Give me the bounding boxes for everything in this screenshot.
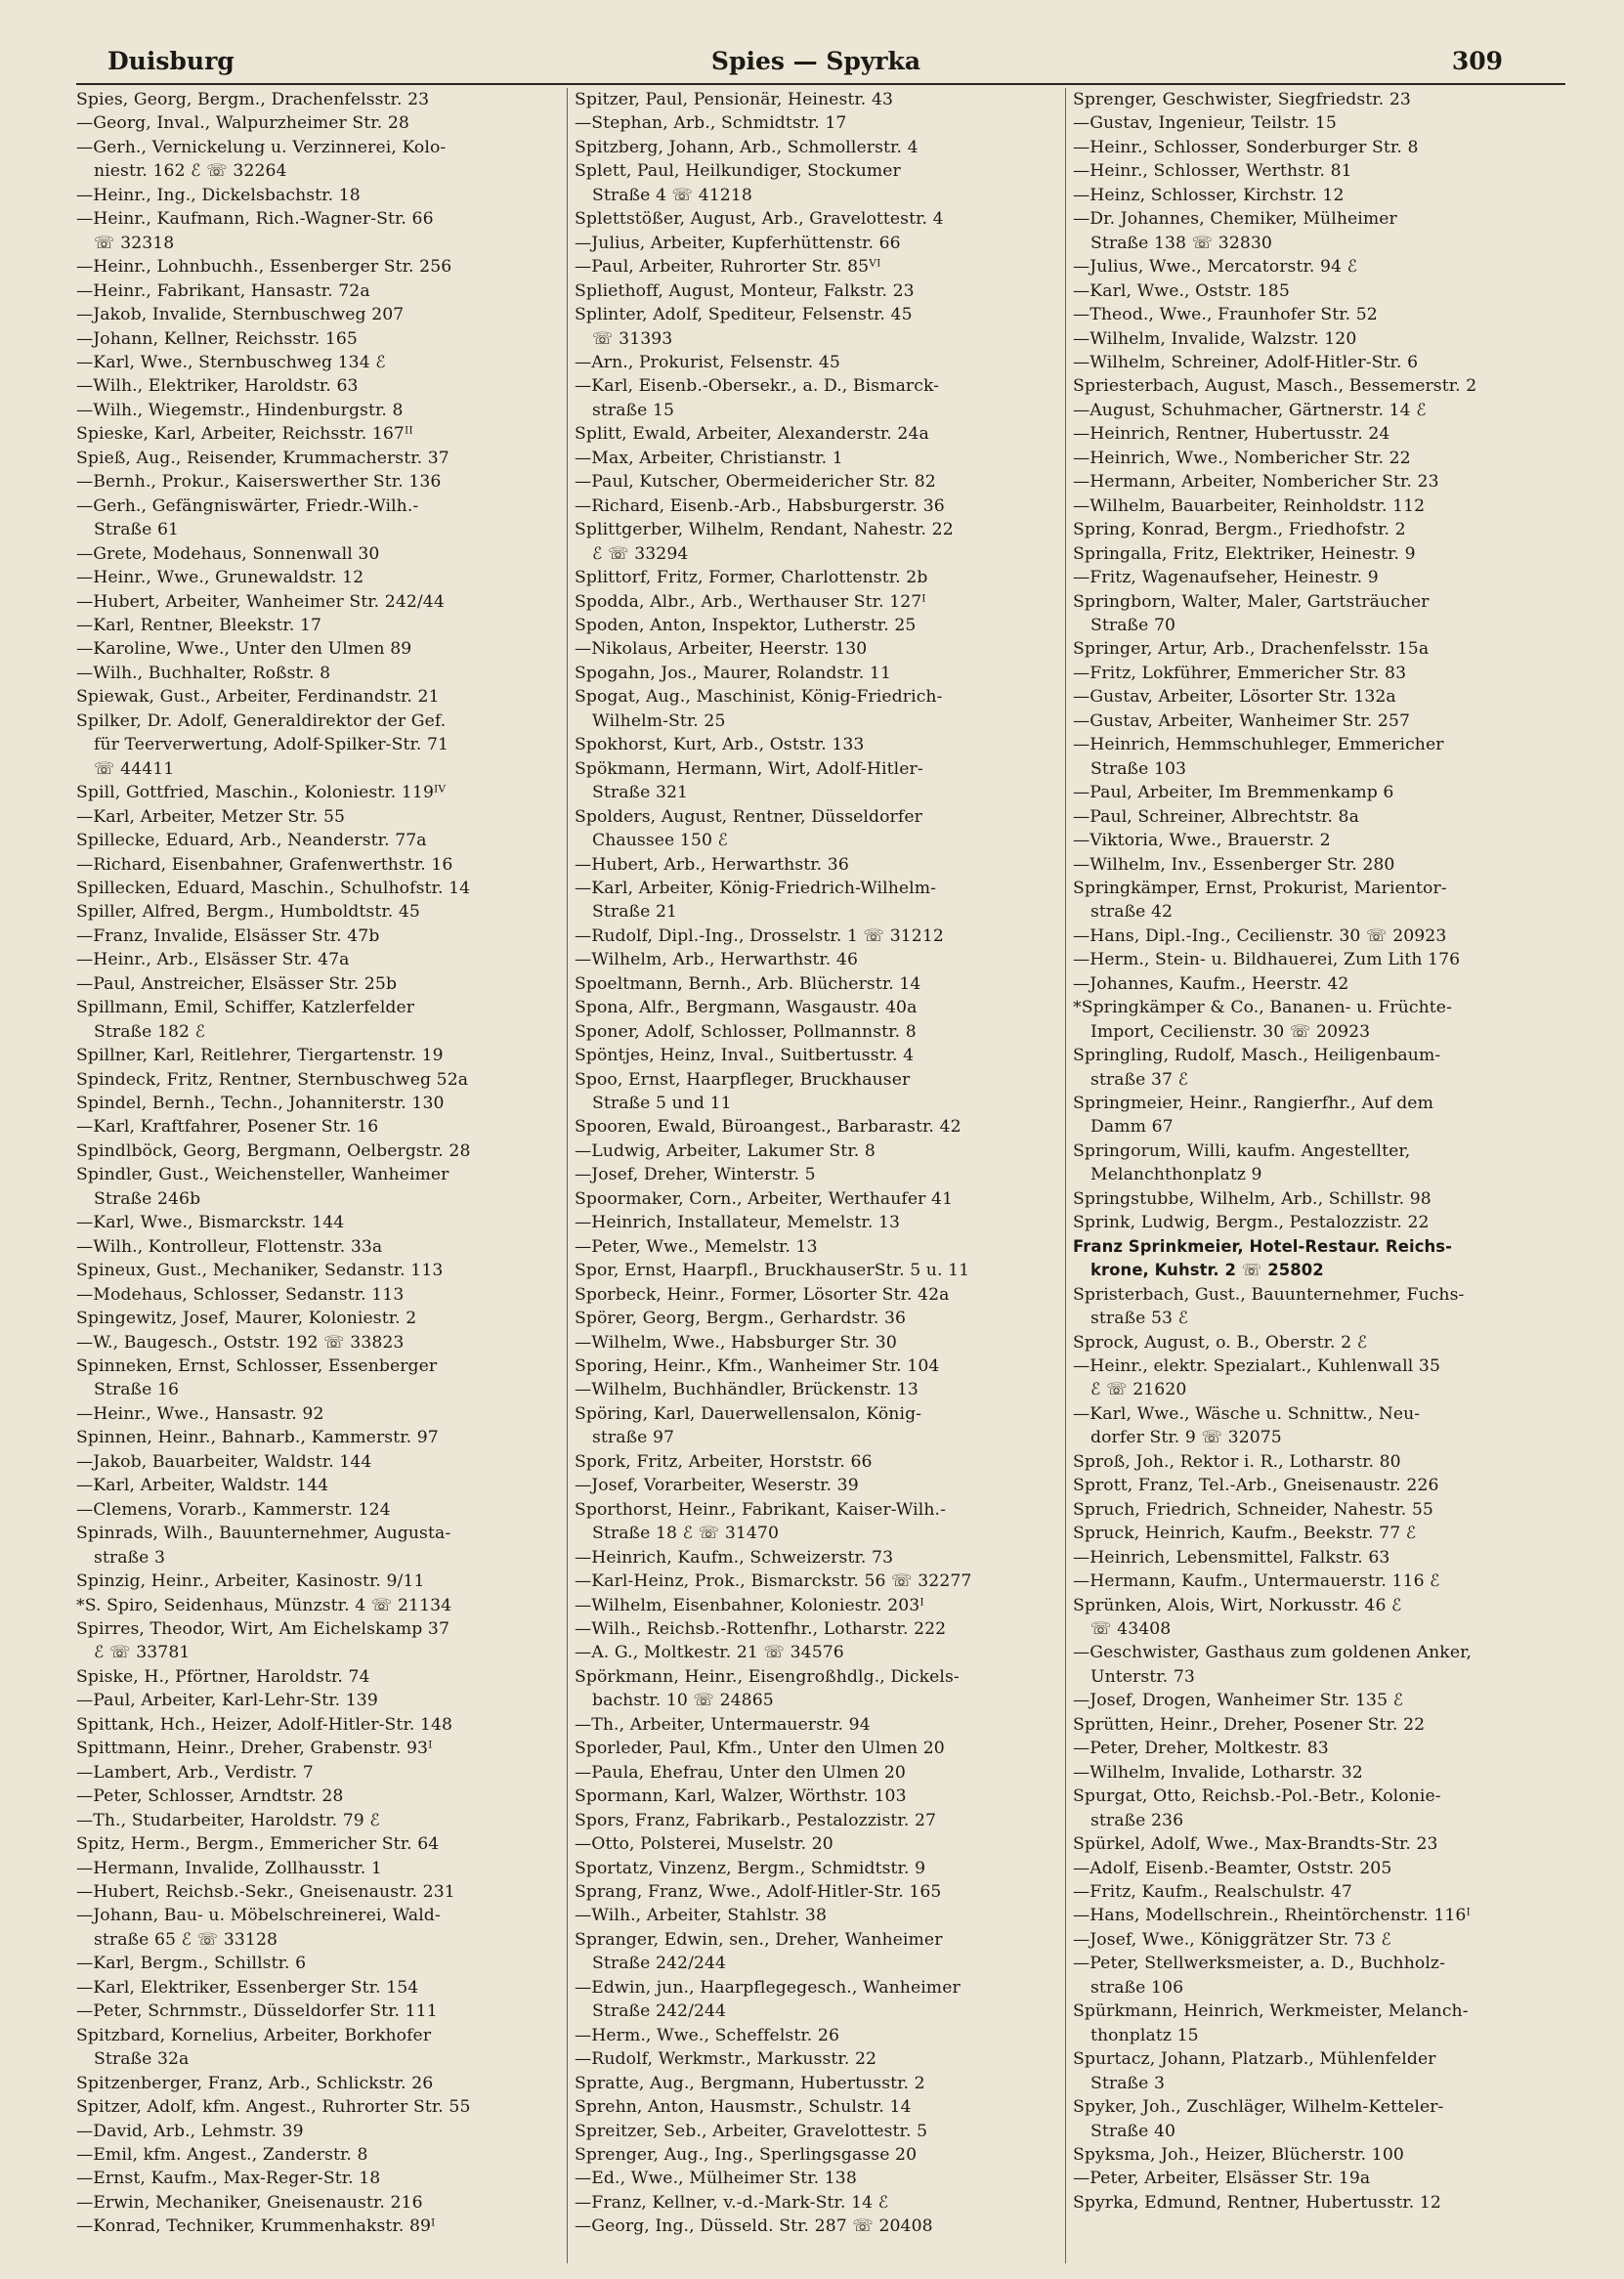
directory-entry: Splittgerber, Wilhelm, Rendant, Nahestr. 22 (575, 520, 954, 540)
directory-entry: —Wilh., Buchhalter, Roßstr. 8 (76, 663, 331, 683)
directory-entry: Spodda, Albr., Arb., Werthauser Str. 127ᴵ (575, 591, 926, 612)
directory-entry: Spristerbach, Gust., Bauunternehmer, Fuchs- (1073, 1284, 1465, 1305)
directory-entry: ℰ ☏ 33781 (94, 1643, 191, 1663)
directory-entry: —Karl, Arbeiter, König-Friedrich-Wilhelm- (575, 878, 937, 898)
directory-entry: thonplatz 15 (1090, 2025, 1199, 2045)
directory-entry: Spliethoff, August, Monteur, Falkstr. 23 (575, 280, 915, 301)
directory-entry: —Wilh., Arbeiter, Stahlstr. 38 (575, 1906, 827, 1926)
directory-entry: Spoden, Anton, Inspektor, Lutherstr. 25 (575, 615, 917, 635)
directory-entry: —Wilhelm, Eisenbahner, Koloniestr. 203ᴵ (575, 1595, 924, 1615)
directory-entry: —Julius, Arbeiter, Kupferhüttenstr. 66 (575, 233, 901, 253)
directory-entry: Spieß, Aug., Reisender, Krummacherstr. 37 (76, 448, 449, 468)
directory-entry: Splinter, Adolf, Spediteur, Felsenstr. 45 (575, 305, 913, 325)
directory-entry: —Johann, Kellner, Reichsstr. 165 (76, 328, 358, 349)
directory-entry: Straße 40 (1090, 2121, 1176, 2141)
directory-entry: —Karl, Eisenb.-Obersekr., a. D., Bismarck- (575, 376, 940, 397)
directory-entry: —Karl, Bergm., Schillstr. 6 (76, 1954, 307, 1974)
directory-entry: Spooren, Ewald, Büroangest., Barbarastr. 42 (575, 1117, 962, 1138)
directory-entry: straße 42 (1090, 902, 1174, 923)
directory-entry: —Paul, Arbeiter, Ruhrorter Str. 85ⱽᴵ (575, 257, 881, 278)
directory-entry: —Gustav, Arbeiter, Wanheimer Str. 257 (1073, 710, 1411, 731)
directory-entry: —Karl, Arbeiter, Waldstr. 144 (76, 1476, 329, 1496)
directory-entry: —W., Baugesch., Oststr. 192 ☏ 33823 (76, 1332, 405, 1353)
directory-entry: straße 106 (1090, 1977, 1184, 1998)
page-number: 309 (1451, 47, 1503, 75)
directory-entry: —Clemens, Vorarb., Kammerstr. 124 (76, 1499, 391, 1520)
directory-entry: —Karl, Kraftfahrer, Posener Str. 16 (76, 1117, 379, 1138)
directory-entry: —Jakob, Bauarbeiter, Waldstr. 144 (76, 1451, 372, 1472)
directory-entry: Spindlböck, Georg, Bergmann, Oelbergstr. 28 (76, 1140, 471, 1161)
directory-entry: —Karl, Arbeiter, Metzer Str. 55 (76, 806, 346, 827)
directory-entry: —Wilhelm, Bauarbeiter, Reinholdstr. 112 (1073, 495, 1426, 516)
directory-entry: —Paula, Ehefrau, Unter den Ulmen 20 (575, 1762, 906, 1783)
directory-entry: Spöring, Karl, Dauerwellensalon, König- (575, 1403, 922, 1424)
directory-entry: Straße 3 (1090, 2073, 1165, 2093)
directory-entry: —Hubert, Arb., Herwarthstr. 36 (575, 854, 849, 875)
directory-entry: —Geschwister, Gasthaus zum goldenen Anker, (1073, 1643, 1473, 1663)
directory-entry: Spork, Fritz, Arbeiter, Horststr. 66 (575, 1451, 873, 1472)
directory-entry: Spieske, Karl, Arbeiter, Reichsstr. 167ᴵᴵ (76, 424, 413, 445)
directory-entry: Spillmann, Emil, Schiffer, Katzlerfelder (76, 998, 415, 1018)
directory-entry: —Wilhelm, Inv., Essenberger Str. 280 (1073, 854, 1395, 875)
directory-entry: —Karl, Elektriker, Essenberger Str. 154 (76, 1977, 419, 1998)
directory-entry: Spiller, Alfred, Bergm., Humboldtstr. 45 (76, 902, 420, 923)
directory-entry: —Hermann, Kaufm., Untermauerstr. 116 ℰ (1073, 1571, 1440, 1592)
column-divider (1065, 88, 1066, 2263)
directory-entry: —Karl, Wwe., Wäsche u. Schnittw., Neu- (1073, 1403, 1421, 1424)
directory-entry: Sproß, Joh., Rektor i. R., Lotharstr. 80 (1073, 1451, 1401, 1472)
directory-entry: Straße 21 (592, 902, 678, 923)
directory-entry: Splittorf, Fritz, Former, Charlottenstr. 2b (575, 568, 928, 588)
directory-entry: bachstr. 10 ☏ 24865 (592, 1691, 774, 1711)
directory-entry: ☏ 31393 (592, 328, 673, 349)
directory-entry: —Peter, Schrnmstr., Düsseldorfer Str. 111 (76, 2001, 438, 2022)
directory-entry: —Th., Studarbeiter, Haroldstr. 79 ℰ (76, 1810, 380, 1830)
directory-entry: —Franz, Kellner, v.-d.-Mark-Str. 14 ℰ (575, 2192, 889, 2213)
directory-entry: Spiske, H., Pförtner, Haroldstr. 74 (76, 1666, 370, 1687)
directory-entry: —Wilhelm, Invalide, Lotharstr. 32 (1073, 1762, 1363, 1783)
directory-entry: straße 97 (592, 1428, 675, 1448)
directory-entry: krone, Kuhstr. 2 ☏ 25802 (1090, 1261, 1324, 1280)
column-1 (76, 88, 565, 2267)
directory-entry: —Paul, Schreiner, Albrechtstr. 8a (1073, 806, 1359, 827)
directory-entry: straße 53 ℰ (1090, 1309, 1189, 1329)
directory-entry: —Karl, Wwe., Sternbuschweg 134 ℰ (76, 352, 386, 372)
directory-entry: Sprünken, Alois, Wirt, Norkusstr. 46 ℰ (1073, 1595, 1402, 1615)
directory-entry: Straße 70 (1090, 615, 1176, 635)
directory-entry: Spöntjes, Heinz, Inval., Suitbertusstr. 4 (575, 1046, 915, 1066)
directory-entry: Spindeck, Fritz, Rentner, Sternbuschweg 52a (76, 1069, 469, 1090)
directory-entry: —Theod., Wwe., Fraunhofer Str. 52 (1073, 305, 1378, 325)
directory-entry: Straße 4 ☏ 41218 (592, 185, 752, 205)
directory-entry: —Heinr., Lohnbuchh., Essenberger Str. 256 (76, 257, 452, 278)
directory-entry: —Nikolaus, Arbeiter, Heerstr. 130 (575, 639, 868, 660)
directory-entry: ☏ 32318 (94, 233, 175, 253)
directory-entry: —Max, Arbeiter, Christianstr. 1 (575, 448, 843, 468)
column-2 (575, 88, 1063, 2267)
directory-entry: Sprott, Franz, Tel.-Arb., Gneisenaustr. 226 (1073, 1476, 1439, 1496)
directory-entry: Straße 182 ℰ (94, 1021, 206, 1042)
directory-entry: Spoeltmann, Bernh., Arb. Blücherstr. 14 (575, 973, 921, 994)
directory-entry: Spindel, Bernh., Techn., Johanniterstr. 130 (76, 1094, 445, 1114)
directory-entry: Spyksma, Joh., Heizer, Blücherstr. 100 (1073, 2144, 1404, 2165)
directory-entry: —Karl-Heinz, Prok., Bismarckstr. 56 ☏ 32277 (575, 1571, 972, 1592)
directory-entry: Spindler, Gust., Weichensteller, Wanheimer (76, 1165, 449, 1185)
directory-entry: Sporbeck, Heinr., Former, Lösorter Str. 42a (575, 1284, 950, 1305)
directory-entry: —Paul, Anstreicher, Elsässer Str. 25b (76, 973, 398, 994)
directory-entry: —Heinrich, Rentner, Hubertusstr. 24 (1073, 424, 1390, 445)
directory-entry: —Jakob, Invalide, Sternbuschweg 207 (76, 305, 405, 325)
directory-entry: —Wilhelm, Invalide, Walzstr. 120 (1073, 328, 1357, 349)
directory-entry: Spoo, Ernst, Haarpfleger, Bruckhauser (575, 1069, 911, 1090)
directory-entry: Spyker, Joh., Zuschläger, Wilhelm-Ketteler- (1073, 2097, 1444, 2118)
directory-entry: Sprink, Ludwig, Bergm., Pestalozzistr. 22 (1073, 1213, 1430, 1233)
directory-entry: Spörer, Georg, Bergm., Gerhardstr. 36 (575, 1309, 907, 1329)
directory-entry: —Erwin, Mechaniker, Gneisenaustr. 216 (76, 2192, 423, 2213)
directory-entry: —Hubert, Arbeiter, Wanheimer Str. 242/44 (76, 591, 445, 612)
directory-entry: straße 37 ℰ (1090, 1069, 1189, 1090)
header-rule (76, 83, 1565, 85)
directory-entry: Spratte, Aug., Bergmann, Hubertusstr. 2 (575, 2073, 925, 2093)
directory-entry: —Gerh., Vernickelung u. Verzinnerei, Kolo- (76, 137, 447, 157)
directory-entry: —Johann, Bau- u. Möbelschreinerei, Wald- (76, 1906, 441, 1926)
directory-entry: —Wilh., Kontrolleur, Flottenstr. 33a (76, 1236, 383, 1257)
directory-entry: —Wilhelm, Wwe., Habsburger Str. 30 (575, 1332, 897, 1353)
directory-entry: —Modehaus, Schlosser, Sedanstr. 113 (76, 1284, 405, 1305)
directory-entry: —Fritz, Lokführer, Emmericher Str. 83 (1073, 663, 1407, 683)
directory-entry: —Karl, Rentner, Bleekstr. 17 (76, 615, 322, 635)
directory-entry: —Hermann, Arbeiter, Nombericher Str. 23 (1073, 472, 1439, 493)
directory-entry: Spinnen, Heinr., Bahnarb., Kammerstr. 97 (76, 1428, 439, 1448)
directory-entry: —Konrad, Techniker, Krummenhakstr. 89ᴵ (76, 2216, 436, 2237)
directory-entry: Sprock, August, o. B., Oberstr. 2 ℰ (1073, 1332, 1368, 1353)
directory-entry: ℰ ☏ 33294 (592, 543, 689, 564)
directory-entry: Spitzer, Adolf, kfm. Angest., Ruhrorter Str. 55 (76, 2097, 471, 2118)
directory-entry: ☏ 44411 (94, 758, 175, 779)
directory-entry: Melanchthonplatz 9 (1090, 1165, 1262, 1185)
directory-entry: —Wilh., Reichsb.-Rottenfhr., Lotharstr. 222 (575, 1619, 947, 1639)
directory-entry: —Peter, Schlosser, Arndtstr. 28 (76, 1786, 344, 1807)
directory-entry: Spillner, Karl, Reitlehrer, Tiergartenstr. 19 (76, 1046, 444, 1066)
directory-entry: straße 236 (1090, 1810, 1184, 1830)
directory-entry: Splettstößer, August, Arb., Gravelottestr. 4 (575, 209, 944, 230)
directory-entry: Spittank, Hch., Heizer, Adolf-Hitler-Str. 148 (76, 1714, 453, 1735)
directory-entry: Spruck, Heinrich, Kaufm., Beekstr. 77 ℰ (1073, 1524, 1417, 1544)
directory-entry: Spilker, Dr. Adolf, Generaldirektor der Gef. (76, 710, 447, 731)
directory-entry: Springalla, Fritz, Elektriker, Heinestr. 9 (1073, 543, 1416, 564)
directory-entry: Sprenger, Geschwister, Siegfriedstr. 23 (1073, 90, 1411, 109)
directory-entry: —Heinr., elektr. Spezialart., Kuhlenwall 35 (1073, 1356, 1440, 1377)
directory-entry: Spurgat, Otto, Reichsb.-Pol.-Betr., Kolonie- (1073, 1786, 1441, 1807)
directory-entry: ☏ 43408 (1090, 1619, 1172, 1639)
directory-entry: straße 3 (94, 1547, 166, 1568)
directory-entry: —Ernst, Kaufm., Max-Reger-Str. 18 (76, 2169, 381, 2189)
directory-entry: Springmeier, Heinr., Rangierfhr., Auf dem (1073, 1094, 1433, 1114)
directory-entry: Spies, Georg, Bergm., Drachenfelsstr. 23 (76, 90, 430, 109)
directory-entry: Spineux, Gust., Mechaniker, Sedanstr. 113 (76, 1261, 444, 1281)
directory-entry: dorfer Str. 9 ☏ 32075 (1090, 1428, 1282, 1448)
directory-entry: Spittmann, Heinr., Dreher, Grabenstr. 93ᴵ (76, 1739, 433, 1759)
directory-entry: Spürkel, Adolf, Wwe., Max-Brandts-Str. 23 (1073, 1834, 1438, 1855)
directory-entry: Spillecke, Eduard, Arb., Neanderstr. 77a (76, 831, 427, 851)
directory-entry: —Heinrich, Installateur, Memelstr. 13 (575, 1213, 901, 1233)
directory-entry: Spinzig, Heinr., Arbeiter, Kasinostr. 9/11 (76, 1571, 425, 1592)
column-3 (1073, 88, 1561, 2267)
directory-entry: Spors, Franz, Fabrikarb., Pestalozzistr. 27 (575, 1810, 937, 1830)
directory-entry: —Peter, Arbeiter, Elsässer Str. 19a (1073, 2169, 1371, 2189)
directory-entry: Springstubbe, Wilhelm, Arb., Schillstr. 98 (1073, 1188, 1432, 1209)
directory-entry: Spitz, Herm., Bergm., Emmericher Str. 64 (76, 1834, 440, 1855)
directory-entry: Straße 242/244 (592, 1954, 727, 1974)
directory-entry: —Heinz, Schlosser, Kirchstr. 12 (1073, 185, 1345, 205)
directory-entry: —Fritz, Kaufm., Realschulstr. 47 (1073, 1881, 1352, 1902)
directory-entry: —Rudolf, Dipl.-Ing., Drosselstr. 1 ☏ 31212 (575, 925, 944, 946)
directory-entry: Springling, Rudolf, Masch., Heiligenbaum- (1073, 1046, 1441, 1066)
directory-entry: Spitzer, Paul, Pensionär, Heinestr. 43 (575, 90, 894, 109)
directory-entry: —Th., Arbeiter, Untermauerstr. 94 (575, 1714, 871, 1735)
directory-entry: —Gustav, Ingenieur, Teilstr. 15 (1073, 113, 1337, 134)
directory-entry: —Wilh., Elektriker, Haroldstr. 63 (76, 376, 359, 397)
directory-entry: —Rudolf, Werkmstr., Markusstr. 22 (575, 2049, 877, 2070)
directory-entry: —Josef, Vorarbeiter, Weserstr. 39 (575, 1476, 859, 1496)
directory-entry: Spolders, August, Rentner, Düsseldorfer (575, 806, 922, 827)
directory-entry: Springborn, Walter, Maler, Gartsträucher (1073, 591, 1430, 612)
directory-entry: Sporleder, Paul, Kfm., Unter den Ulmen 20 (575, 1739, 945, 1759)
directory-entry: —Heinr., Kaufmann, Rich.-Wagner-Str. 66 (76, 209, 434, 230)
directory-entry: *Springkämper & Co., Bananen- u. Früchte- (1073, 998, 1452, 1018)
directory-entry: —Dr. Johannes, Chemiker, Mülheimer (1073, 209, 1397, 230)
directory-entry: Spona, Alfr., Bergmann, Wasgaustr. 40a (575, 998, 918, 1018)
directory-entry: Springer, Artur, Arb., Drachenfelsstr. 15a (1073, 639, 1430, 660)
directory-entry: —Karl, Wwe., Bismarckstr. 144 (76, 1213, 345, 1233)
directory-entry: Spörkmann, Heinr., Eisengroßhdlg., Dickels- (575, 1666, 960, 1687)
directory-entry: —Herm., Wwe., Scheffelstr. 26 (575, 2025, 839, 2045)
directory-entry: —Ludwig, Arbeiter, Lakumer Str. 8 (575, 1140, 876, 1161)
directory-entry: —Hans, Modellschrein., Rheintörchenstr. 116ᴵ (1073, 1906, 1471, 1926)
directory-entry: Sprenger, Aug., Ing., Sperlingsgasse 20 (575, 2144, 918, 2165)
directory-entry: für Teerverwertung, Adolf-Spilker-Str. 71 (94, 735, 449, 755)
directory-entry: —Viktoria, Wwe., Brauerstr. 2 (1073, 831, 1331, 851)
directory-entry: ℰ ☏ 21620 (1090, 1380, 1187, 1400)
directory-entry: Spitzberg, Johann, Arb., Schmollerstr. 4 (575, 137, 919, 157)
directory-entry: —Peter, Wwe., Memelstr. 13 (575, 1236, 818, 1257)
directory-entry: Straße 103 (1090, 758, 1187, 779)
directory-entry: —Emil, kfm. Angest., Zanderstr. 8 (76, 2144, 368, 2165)
directory-entry: —Heinr., Ing., Dickelsbachstr. 18 (76, 185, 361, 205)
directory-entry: —Heinr., Wwe., Hansastr. 92 (76, 1403, 324, 1424)
directory-entry: —Georg, Ing., Düsseld. Str. 287 ☏ 20408 (575, 2216, 933, 2237)
directory-entry: Spinneken, Ernst, Schlosser, Essenberger (76, 1356, 438, 1377)
directory-entry: —Paul, Arbeiter, Karl-Lehr-Str. 139 (76, 1691, 378, 1711)
directory-entry: Spreitzer, Seb., Arbeiter, Gravelottestr. 5 (575, 2121, 928, 2141)
directory-entry: Straße 16 (94, 1380, 180, 1400)
directory-entry: —A. G., Moltkestr. 21 ☏ 34576 (575, 1643, 844, 1663)
directory-entry: Spogat, Aug., Maschinist, König-Friedrich- (575, 687, 943, 708)
directory-entry: —Heinrich, Wwe., Nombericher Str. 22 (1073, 448, 1411, 468)
directory-entry: Springkämper, Ernst, Prokurist, Marientor- (1073, 878, 1447, 898)
directory-entry: —Josef, Drogen, Wanheimer Str. 135 ℰ (1073, 1691, 1404, 1711)
directory-entry: —Heinr., Schlosser, Sonderburger Str. 8 (1073, 137, 1419, 157)
directory-entry: —Johannes, Kaufm., Heerstr. 42 (1073, 973, 1349, 994)
directory-entry: Spirres, Theodor, Wirt, Am Eichelskamp 37 (76, 1619, 449, 1639)
directory-entry: —Julius, Wwe., Mercatorstr. 94 ℰ (1073, 257, 1358, 278)
directory-entry: —Gustav, Arbeiter, Lösorter Str. 132a (1073, 687, 1396, 708)
directory-entry: —Josef, Dreher, Winterstr. 5 (575, 1165, 816, 1185)
directory-entry: —Wilhelm, Schreiner, Adolf-Hitler-Str. 6 (1073, 352, 1419, 372)
directory-entry: —Heinr., Fabrikant, Hansastr. 72a (76, 280, 370, 301)
directory-entry: —Franz, Invalide, Elsässer Str. 47b (76, 925, 380, 946)
directory-entry: Straße 242/244 (592, 2001, 727, 2022)
directory-entry: Straße 5 und 11 (592, 1094, 732, 1114)
directory-entry: Straße 18 ℰ ☏ 31470 (592, 1524, 779, 1544)
directory-entry: Spormann, Karl, Walzer, Wörthstr. 103 (575, 1786, 907, 1807)
directory-entry: —Heinr., Arb., Elsässer Str. 47a (76, 950, 350, 970)
directory-entry: —Grete, Modehaus, Sonnenwall 30 (76, 543, 380, 564)
directory-entry: Franz Sprinkmeier, Hotel-Restaur. Reichs- (1073, 1236, 1453, 1256)
directory-entry: —Paul, Arbeiter, Im Bremmenkamp 6 (1073, 783, 1394, 803)
directory-entry: —Edwin, jun., Haarpflegegesch., Wanheimer (575, 1977, 961, 1998)
directory-entry: Spiewak, Gust., Arbeiter, Ferdinandstr. 21 (76, 687, 440, 708)
directory-entry: Spor, Ernst, Haarpfl., BruckhauserStr. 5 u. 11 (575, 1261, 970, 1281)
directory-entry: Spillecken, Eduard, Maschin., Schulhofstr. 14 (76, 878, 471, 898)
directory-entry: —Adolf, Eisenb.-Beamter, Oststr. 205 (1073, 1858, 1392, 1878)
directory-entry: straße 15 (592, 400, 675, 420)
directory-entry: Spitzbard, Kornelius, Arbeiter, Borkhofer (76, 2025, 432, 2045)
directory-entry: Sportatz, Vinzenz, Bergm., Schmidtstr. 9 (575, 1858, 926, 1878)
directory-entry: Spitzenberger, Franz, Arb., Schlickstr. 26 (76, 2073, 434, 2093)
directory-entry: —Lambert, Arb., Verdistr. 7 (76, 1762, 314, 1783)
directory-entry: Spokhorst, Kurt, Arb., Oststr. 133 (575, 735, 865, 755)
directory-entry: —Hermann, Invalide, Zollhausstr. 1 (76, 1858, 382, 1878)
directory-entry: Spyrka, Edmund, Rentner, Hubertusstr. 12 (1073, 2192, 1441, 2213)
directory-entry: Spring, Konrad, Bergm., Friedhofstr. 2 (1073, 520, 1406, 540)
directory-entry: Spinrads, Wilh., Bauunternehmer, Augusta- (76, 1524, 451, 1544)
directory-entry: —Stephan, Arb., Schmidtstr. 17 (575, 113, 847, 134)
directory-entry: —Herm., Stein- u. Bildhauerei, Zum Lith 176 (1073, 950, 1461, 970)
column-divider (567, 88, 568, 2263)
directory-entry: Spill, Gottfried, Maschin., Koloniestr. 119ᴵⱽ (76, 783, 447, 803)
directory-entry: Springorum, Willi, kaufm. Angestellter, (1073, 1140, 1411, 1161)
directory-entry: Spingewitz, Josef, Maurer, Koloniestr. 2 (76, 1309, 417, 1329)
directory-entry: —Wilh., Wiegemstr., Hindenburgstr. 8 (76, 400, 404, 420)
directory-entry: Spogahn, Jos., Maurer, Rolandstr. 11 (575, 663, 891, 683)
directory-entry: Sprehn, Anton, Hausmstr., Schulstr. 14 (575, 2097, 912, 2118)
directory-entry: Sponer, Adolf, Schlosser, Pollmannstr. 8 (575, 1021, 917, 1042)
directory-entry: —Wilhelm, Arb., Herwarthstr. 46 (575, 950, 859, 970)
directory-entry: —Peter, Stellwerksmeister, a. D., Buchholz- (1073, 1954, 1445, 1974)
directory-entry: Spranger, Edwin, sen., Dreher, Wanheimer (575, 1929, 943, 1950)
directory-entry: straße 65 ℰ ☏ 33128 (94, 1929, 278, 1950)
directory-entry: niestr. 162 ℰ ☏ 32264 (94, 161, 287, 182)
directory-entry: —David, Arb., Lehmstr. 39 (76, 2121, 304, 2141)
directory-entry: Sprang, Franz, Wwe., Adolf-Hitler-Str. 165 (575, 1881, 942, 1902)
directory-entry: Sporing, Heinr., Kfm., Wanheimer Str. 104 (575, 1356, 940, 1377)
directory-entry: Straße 321 (592, 783, 689, 803)
directory-entry: Spruch, Friedrich, Schneider, Nahestr. 55 (1073, 1499, 1433, 1520)
directory-entry: Wilhelm-Str. 25 (592, 710, 726, 731)
directory-entry: —Arn., Prokurist, Felsenstr. 45 (575, 352, 840, 372)
directory-entry: —Bernh., Prokur., Kaiserswerther Str. 136 (76, 472, 442, 493)
directory-entry: —Josef, Wwe., Königgrätzer Str. 73 ℰ (1073, 1929, 1391, 1950)
directory-entry: —Peter, Dreher, Moltkestr. 83 (1073, 1739, 1329, 1759)
directory-entry: —August, Schuhmacher, Gärtnerstr. 14 ℰ (1073, 400, 1427, 420)
directory-entry: —Georg, Inval., Walpurzheimer Str. 28 (76, 113, 409, 134)
directory-entry: Spökmann, Hermann, Wirt, Adolf-Hitler- (575, 758, 923, 779)
directory-entry: —Hubert, Reichsb.-Sekr., Gneisenaustr. 231 (76, 1881, 455, 1902)
directory-entry: —Heinrich, Hemmschuhleger, Emmericher (1073, 735, 1444, 755)
header-city: Duisburg (107, 47, 235, 75)
directory-entry: —Wilhelm, Buchhändler, Brückenstr. 13 (575, 1380, 919, 1400)
directory-entry: —Heinr., Wwe., Grunewaldstr. 12 (76, 568, 364, 588)
directory-entry: Splitt, Ewald, Arbeiter, Alexanderstr. 24a (575, 424, 929, 445)
directory-entry: Sprütten, Heinr., Dreher, Posener Str. 22 (1073, 1714, 1426, 1735)
directory-entry: Straße 246b (94, 1188, 201, 1209)
directory-entry: Import, Cecilienstr. 30 ☏ 20923 (1090, 1021, 1371, 1042)
directory-entry: —Karoline, Wwe., Unter den Ulmen 89 (76, 639, 412, 660)
directory-entry: —Karl, Wwe., Oststr. 185 (1073, 280, 1290, 301)
directory-entry: —Heinrich, Kaufm., Schweizerstr. 73 (575, 1547, 894, 1568)
directory-entry: —Richard, Eisenbahner, Grafenwerthstr. 16 (76, 854, 453, 875)
header-name-range: Spies — Spyrka (710, 47, 921, 75)
directory-entry: Chaussee 150 ℰ (592, 831, 729, 851)
directory-entry: —Ed., Wwe., Mülheimer Str. 138 (575, 2169, 857, 2189)
directory-entry: Straße 61 (94, 520, 180, 540)
page-header (68, 43, 1563, 82)
directory-entry: Spriesterbach, August, Masch., Bessemerstr. 2 (1073, 376, 1477, 397)
directory-entry: Damm 67 (1090, 1117, 1174, 1138)
directory-entry: —Hans, Dipl.-Ing., Cecilienstr. 30 ☏ 20923 (1073, 925, 1447, 946)
directory-entry: Splett, Paul, Heilkundiger, Stockumer (575, 161, 901, 182)
directory-entry: —Heinr., Schlosser, Werthstr. 81 (1073, 161, 1352, 182)
directory-entry: Straße 32a (94, 2049, 190, 2070)
directory-entry: Sporthorst, Heinr., Fabrikant, Kaiser-Wilh.- (575, 1499, 947, 1520)
directory-entry: —Fritz, Wagenaufseher, Heinestr. 9 (1073, 568, 1379, 588)
directory-entry: —Gerh., Gefängniswärter, Friedr.-Wilh.- (76, 495, 419, 516)
directory-entry: Straße 138 ☏ 32830 (1090, 233, 1272, 253)
directory-entry: —Richard, Eisenb.-Arb., Habsburgerstr. 36 (575, 495, 945, 516)
directory-entry: *S. Spiro, Seidenhaus, Münzstr. 4 ☏ 21134 (76, 1595, 452, 1615)
directory-entry: —Otto, Polsterei, Muselstr. 20 (575, 1834, 833, 1855)
directory-entry: Spoormaker, Corn., Arbeiter, Werthaufer 41 (575, 1188, 954, 1209)
directory-entry: —Heinrich, Lebensmittel, Falkstr. 63 (1073, 1547, 1390, 1568)
directory-entry: Spurtacz, Johann, Platzarb., Mühlenfelder (1073, 2049, 1436, 2070)
directory-entry: Spürkmann, Heinrich, Werkmeister, Melanch- (1073, 2001, 1469, 2022)
directory-entry: Unterstr. 73 (1090, 1666, 1195, 1687)
directory-entry: —Paul, Kutscher, Obermeidericher Str. 82 (575, 472, 936, 493)
